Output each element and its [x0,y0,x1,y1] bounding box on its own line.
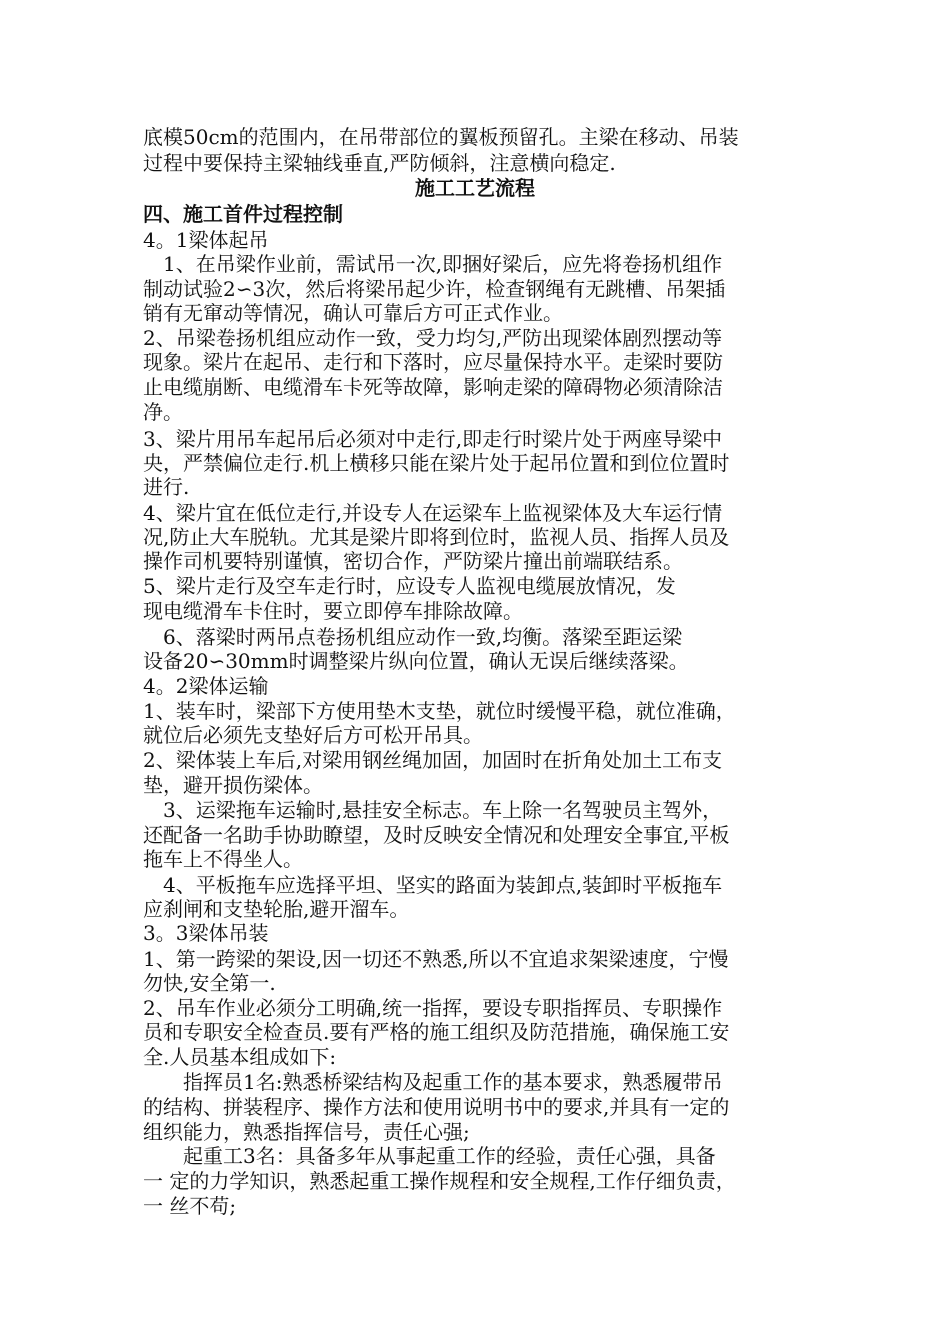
text-line: 现电缆滑车卡住时，要立即停车排除故障。 [143,599,523,623]
subsection-heading: 3。3梁体吊装 [143,921,269,945]
text-line: 全.人员基本组成如下: [143,1045,337,1069]
text-line: 5、梁片走行及空车走行时，应设专人监视电缆展放情况，发 [143,574,676,598]
subsection-heading: 4。2梁体运输 [143,674,269,698]
text-line: 2、梁体装上车后,对梁用钢丝绳加固，加固时在折角处加土工布支 [143,748,723,772]
section-title: 施工工艺流程 [415,176,535,200]
text-line: 还配备一名助手协助瞭望，及时反映安全情况和处理安全事宜,平板 [143,823,730,847]
text-line: 止电缆崩断、电缆滑车卡死等故障，影响走梁的障碍物必须清除洁 [143,375,723,399]
text-line: 操作司机要特别谨慎，密切合作，严防梁片撞出前端联结系。 [143,549,683,573]
section-heading: 四、施工首件过程控制 [143,202,343,226]
text-line: 进行. [143,475,190,499]
text-line: 1、在吊梁作业前，需试吊一次,即捆好梁后，应先将卷扬机组作 [143,252,723,276]
text-line: 2、吊梁卷扬机组应动作一致，受力均匀,严防出现梁体剧烈摆动等 [143,326,723,350]
text-line: 就位后必须先支垫好后方可松开吊具。 [143,723,483,747]
text-line: 拖车上不得坐人。 [143,847,303,871]
text-line: 4、平板拖车应选择平坦、坚实的路面为装卸点,装卸时平板拖车 [143,873,723,897]
text-line: 起重工3名：具备多年从事起重工作的经验，责任心强，具备 [143,1144,716,1168]
text-line: 底模50cm的范围内，在吊带部位的翼板预留孔。主梁在移动、吊装 [143,125,739,149]
text-line: 垫，避开损伤梁体。 [143,773,323,797]
text-line: 一 定的力学知识，熟悉起重工操作规程和安全规程,工作仔细负责， [143,1169,736,1193]
text-line: 组织能力，熟悉指挥信号，责任心强; [143,1120,470,1144]
text-line: 一 丝不苟; [143,1194,237,1218]
text-line: 应刹闸和支垫轮胎,避开溜车。 [143,897,410,921]
text-line: 6、落梁时两吊点卷扬机组应动作一致,均衡。落梁至距运梁 [143,625,683,649]
text-line: 1、装车时，梁部下方使用垫木支垫，就位时缓慢平稳，就位准确， [143,699,736,723]
text-line: 1、第一跨梁的架设,因一切还不熟悉,所以不宜追求架梁速度，宁慢 [143,947,729,971]
text-line: 4、梁片宜在低位走行,并设专人在运梁车上监视梁体及大车运行情 [143,501,723,525]
text-line: 3、梁片用吊车起吊后必须对中走行,即走行时梁片处于两座导梁中 [143,427,723,451]
text-line: 过程中要保持主梁轴线垂直,严防倾斜，注意横向稳定. [143,151,616,175]
text-line: 央，严禁偏位走行.机上横移只能在梁片处于起吊位置和到位位置时 [143,451,730,475]
text-line: 净。 [143,400,183,424]
text-line: 况,防止大车脱轨。尤其是梁片即将到位时，监视人员、指挥人员及 [143,525,730,549]
text-line: 销有无窜动等情况，确认可靠后方可正式作业。 [143,301,563,325]
subsection-heading: 4。1梁体起吊 [143,228,269,252]
text-line: 3、运梁拖车运输时,悬挂安全标志。车上除一名驾驶员主驾外， [143,798,723,822]
text-line: 勿快,安全第一. [143,971,276,995]
text-line: 设备20∽30mm时调整梁片纵向位置，确认无误后继续落梁。 [143,649,689,673]
text-line: 现象。梁片在起吊、走行和下落时，应尽量保持水平。走梁时要防 [143,350,723,374]
text-line: 员和专职安全检查员.要有严格的施工组织及防范措施，确保施工安 [143,1020,730,1044]
text-line: 制动试验2∽3次，然后将梁吊起少许，检查钢绳有无跳槽、吊架插 [143,277,726,301]
text-line: 的结构、拼装程序、操作方法和使用说明书中的要求,并具有一定的 [143,1095,730,1119]
text-line: 2、吊车作业必须分工明确,统一指挥，要设专职指挥员、专职操作 [143,996,723,1020]
text-line: 指挥员1名:熟悉桥梁结构及起重工作的基本要求，熟悉履带吊 [143,1070,723,1094]
